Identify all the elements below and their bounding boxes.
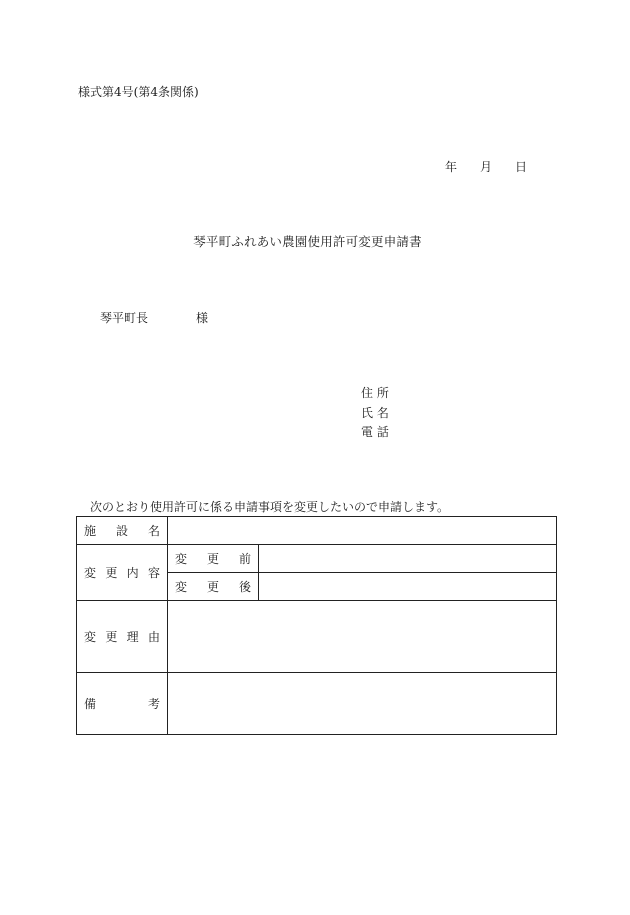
label-char: 更: [206, 552, 219, 566]
addressee-honorific: 様: [196, 311, 209, 325]
label-char: 備: [84, 697, 97, 711]
label-char: 変: [175, 580, 188, 594]
remarks-label: [77, 673, 168, 735]
change-content-label: [77, 545, 168, 601]
table-row-facility: [77, 517, 557, 545]
facility-name-field[interactable]: [168, 517, 557, 545]
document-title: 琴平町ふれあい農園使用許可変更申請書: [193, 234, 422, 249]
before-change-label: [168, 545, 259, 573]
change-reason-field[interactable]: [168, 601, 557, 673]
label-char: 容: [147, 566, 160, 580]
after-change-label: [168, 573, 259, 601]
label-char: 変: [84, 630, 97, 644]
after-change-field[interactable]: [259, 573, 557, 601]
form-number: 様式第4号(第4条関係): [78, 85, 199, 99]
intro-text: 次のとおり使用許可に係る申請事項を変更したいので申請します。: [90, 500, 450, 514]
label-char: 前: [238, 552, 251, 566]
application-form-table: [76, 516, 557, 735]
label-char: 更: [105, 630, 118, 644]
label-char: 変: [84, 566, 97, 580]
label-char: 理: [126, 630, 139, 644]
table-row-change-before: [77, 545, 557, 573]
change-reason-label: [77, 601, 168, 673]
facility-name-label: [77, 517, 168, 545]
label-char: 考: [147, 697, 160, 711]
label-char: 変: [175, 552, 188, 566]
table-row-remarks: [77, 673, 557, 735]
applicant-phone-label: 電 話: [361, 425, 389, 439]
date-month-label: 月: [480, 160, 493, 174]
label-char: 内: [126, 566, 139, 580]
label-char: 由: [147, 630, 160, 644]
applicant-name-label: 氏 名: [361, 406, 389, 420]
label-char: 設: [115, 524, 128, 538]
label-char: 後: [238, 580, 251, 594]
remarks-field[interactable]: [168, 673, 557, 735]
label-char: 施: [84, 524, 97, 538]
date-year-label: 年: [445, 160, 458, 174]
label-char: 更: [206, 580, 219, 594]
table-row-change-reason: [77, 601, 557, 673]
applicant-address-label: 住 所: [361, 386, 389, 400]
before-change-field[interactable]: [259, 545, 557, 573]
label-char: 名: [147, 524, 160, 538]
addressee-name: 琴平町長: [100, 311, 149, 325]
label-char: 更: [105, 566, 118, 580]
date-day-label: 日: [515, 160, 528, 174]
